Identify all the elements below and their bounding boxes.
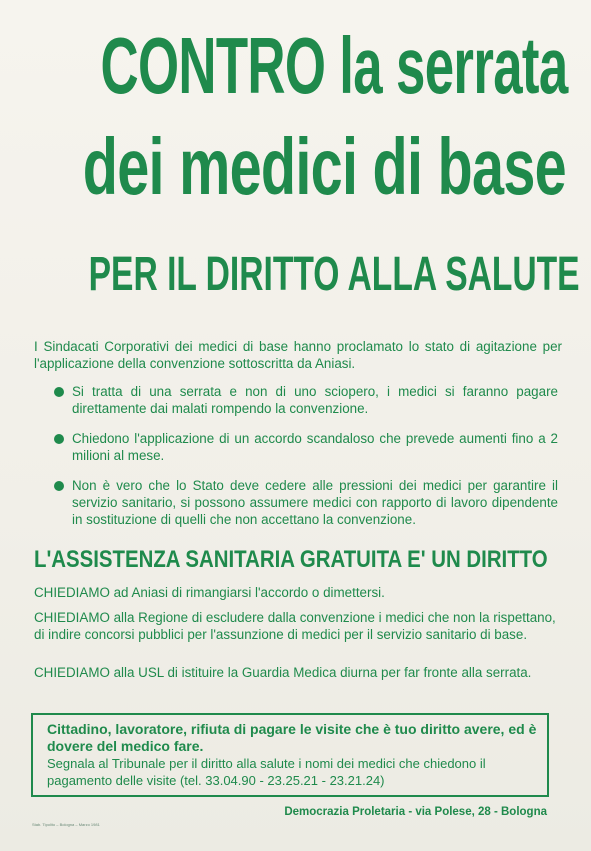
demand-item [34,609,560,643]
demand-keyword: CHIEDIAMO [34,585,110,600]
publisher-footer: Democrazia Proletaria - via Polese, 28 - Bologna [284,806,547,818]
demand-text: alla Regione di escludere dalla convenzione i medici che non la rispettano, di indire concorsi pubblici per l'assunzione di medici per il servizio sanitario di base. [34,610,556,642]
demand-keyword: CHIEDIAMO [34,665,110,680]
bullet-text: Si tratta di una serrata e non di uno sciopero, i medici si faranno pagare direttamente dai malati rompendo la convenzione. [72,384,558,416]
bullet-item [72,383,558,417]
bullet-text: Non è vero che lo Stato deve cedere alle pressioni dei medici per garantire il servizio sanitario, si possono assumere medici con rapporto di lavoro dipendente in sostituzione di quelli che non accettano la convenzione. [72,478,558,527]
headline-line-3: PER IL DIRITTO ALLA SALUTE [88,248,580,301]
bullet-text: Chiedono l'applicazione di un accordo scandaloso che prevede aumenti fino a 2 milioni al mese. [72,431,558,463]
demand-text: alla USL di istituire la Guardia Medica diurna per far fronte alla serrata. [109,665,532,680]
section-heading: L'ASSISTENZA SANITARIA GRATUITA E' UN DIRITTO [34,546,548,573]
bullet-dot-icon [54,387,64,397]
bullet-dot-icon [54,434,64,444]
demand-item [34,584,560,601]
printer-note: Stab. Tipolito – Bologna – Marzo 1981 [32,822,100,827]
headline-line-1: CONTRO la serrata [100,21,568,110]
demand-item [34,664,560,681]
callout-box [31,713,549,797]
bullet-item [72,430,558,464]
demand-text: ad Aniasi di rimangiarsi l'accordo o dimettersi. [109,585,385,600]
demand-keyword: CHIEDIAMO [34,610,110,625]
bullet-item [72,477,558,528]
bullet-dot-icon [54,481,64,491]
callout-lead: Cittadino, lavoratore, rifiuta di pagare le visite che è tuo diritto avere, ed è dovere del medico fare. [47,721,537,754]
headline-line-2: dei medici di base [82,122,566,211]
callout-body: Segnala al Tribunale per il diritto alla salute i nomi dei medici che chiedono il pagamento delle visite (tel. 33.04.90 - 23.25.21 - 23.21.24) [47,756,486,788]
intro-paragraph: I Sindacati Corporativi dei medici di base hanno proclamato lo stato di agitazione per l'applicazione della convenzione sottoscritta da Aniasi. [34,339,562,371]
